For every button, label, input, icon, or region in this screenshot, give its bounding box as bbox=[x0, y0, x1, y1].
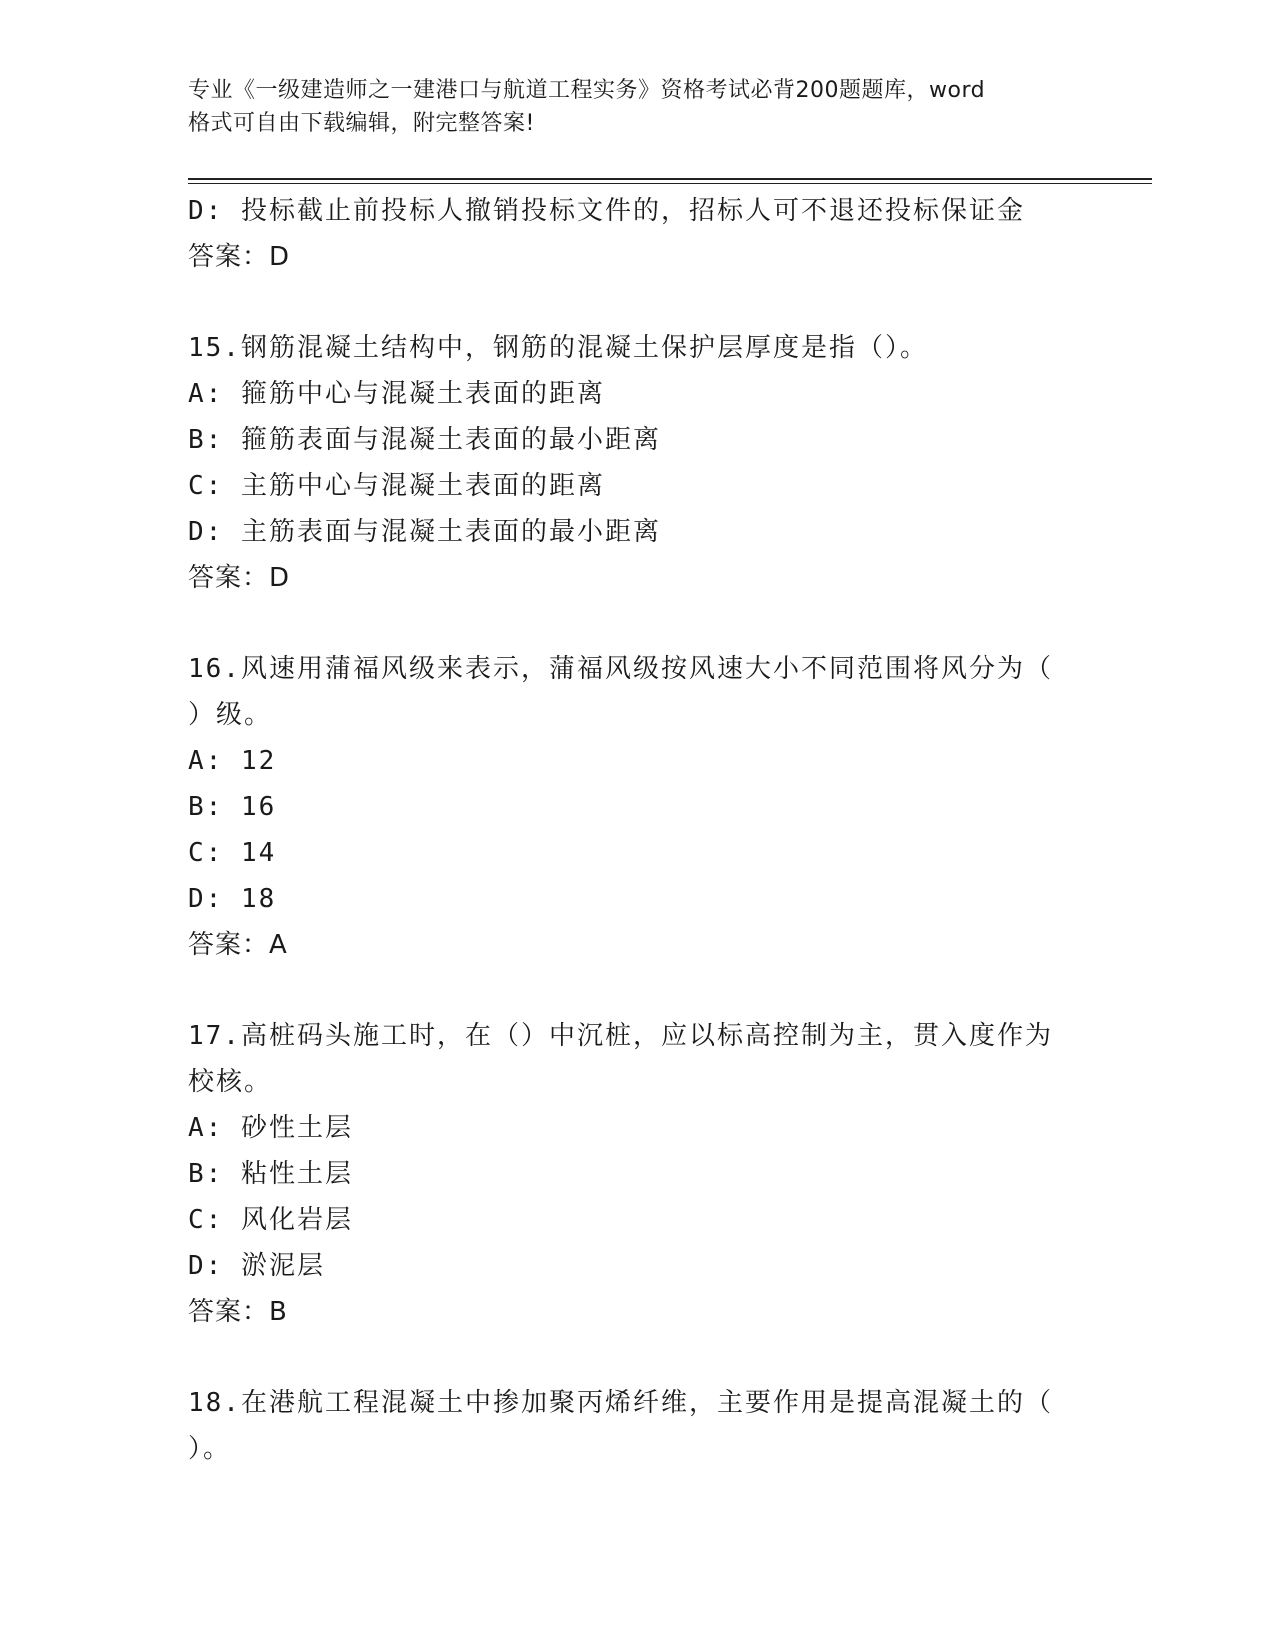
question-body bbox=[188, 188, 1088, 1472]
header-line-1: 专业《一级建造师之一建港口与航道工程实务》资格考试必背200题题库，word bbox=[188, 78, 986, 103]
spacer bbox=[188, 1335, 1088, 1380]
option-d: D: 主筋表面与混凝土表面的最小距离 bbox=[188, 517, 661, 547]
question-stem-15: 15.钢筋混凝土结构中，钢筋的混凝土保护层厚度是指（）。 bbox=[188, 333, 928, 363]
option-a: A: 砂性土层 bbox=[188, 1113, 353, 1143]
option-c: C: 主筋中心与混凝土表面的距离 bbox=[188, 471, 605, 501]
option-b: B: 16 bbox=[188, 792, 277, 822]
header-rule-thick bbox=[188, 178, 1152, 180]
question-stem-18-cont: ）。 bbox=[188, 1434, 232, 1464]
option-d: D: 淤泥层 bbox=[188, 1251, 325, 1281]
question-stem-16: 16.风速用蒲福风级来表示，蒲福风级按风速大小不同范围将风分为（ bbox=[188, 654, 1053, 684]
answer: 答案：D bbox=[188, 563, 291, 593]
question-stem-18: 18.在港航工程混凝土中掺加聚丙烯纤维，主要作用是提高混凝土的（ bbox=[188, 1388, 1053, 1418]
option-d: D: 投标截止前投标人撤销投标文件的，招标人可不退还投标保证金 bbox=[188, 196, 1025, 226]
option-b: B: 粘性土层 bbox=[188, 1159, 353, 1189]
spacer bbox=[188, 968, 1088, 1013]
answer: 答案：B bbox=[188, 1297, 288, 1327]
answer: 答案：A bbox=[188, 930, 288, 960]
answer: 答案：D bbox=[188, 242, 291, 272]
option-c: C: 14 bbox=[188, 838, 277, 868]
option-d: D: 18 bbox=[188, 884, 277, 914]
option-b: B: 箍筋表面与混凝土表面的最小距离 bbox=[188, 425, 661, 455]
spacer bbox=[188, 280, 1088, 325]
question-stem-17-cont: 校核。 bbox=[188, 1067, 273, 1097]
option-a: A: 箍筋中心与混凝土表面的距离 bbox=[188, 379, 605, 409]
header-rule-thin bbox=[188, 183, 1152, 184]
question-stem-17: 17.高桩码头施工时，在（）中沉桩，应以标高控制为主，贯入度作为 bbox=[188, 1021, 1053, 1051]
option-c: C: 风化岩层 bbox=[188, 1205, 353, 1235]
header-line-2: 格式可自由下载编辑，附完整答案! bbox=[188, 111, 535, 136]
document-header bbox=[188, 74, 1068, 140]
option-a: A: 12 bbox=[188, 746, 277, 776]
spacer bbox=[188, 601, 1088, 646]
question-stem-16-cont: ）级。 bbox=[188, 700, 273, 730]
